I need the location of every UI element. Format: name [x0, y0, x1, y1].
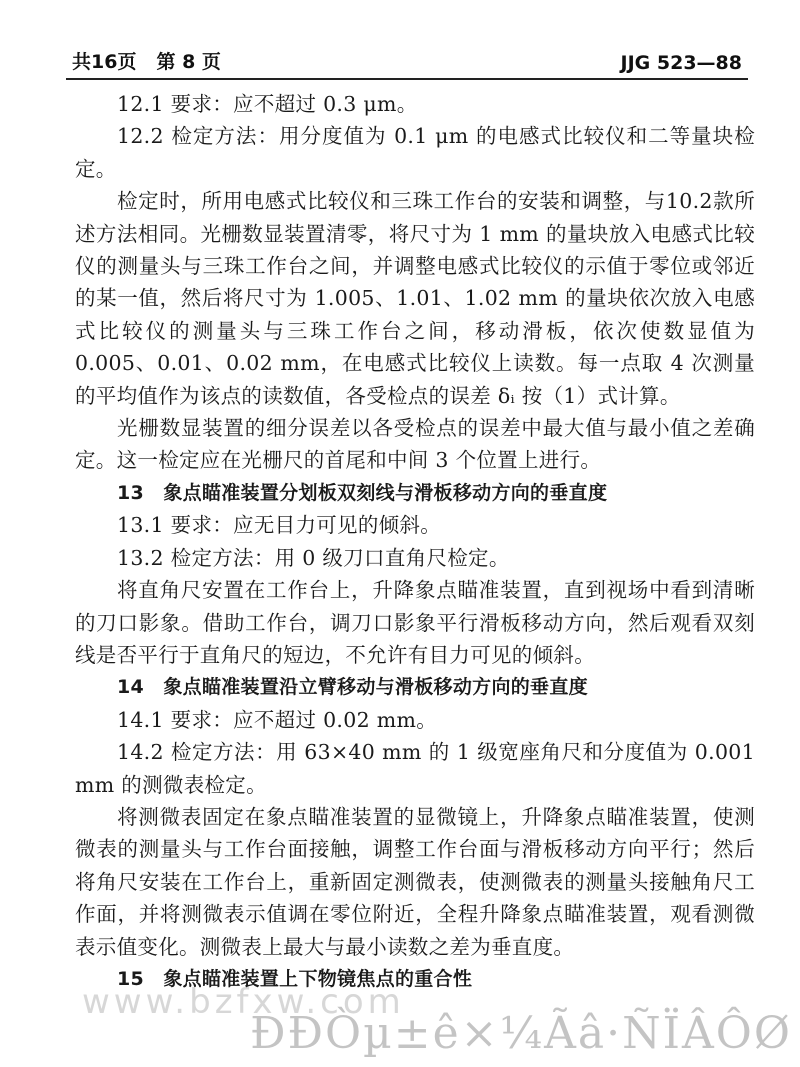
section-heading: 15 象点瞄准装置上下物镜焦点的重合性	[117, 967, 473, 990]
watermark-garbled-text: ÐÐÒµ±ê×¼Ãâ·ÑÏÂÔØ	[250, 1008, 792, 1059]
paragraph: 将直角尺安置在工作台上，升降象点瞄准装置，直到视场中看到清晰的刀口影象。借助工作台，调刀口影象平行滑板移动方向，然后观看双刻线是否平行于直角尺的短边，不允许有目力可见的倾斜。	[75, 578, 755, 667]
watermark-url: www.bzfxw.com	[82, 982, 405, 1022]
paragraph: 14.1 要求：应不超过 0.02 mm。	[117, 707, 438, 732]
paragraph: 12.2 检定方法：用分度值为 0.1 μm 的电感式比较仪和二等量块检定。	[75, 124, 755, 181]
section-heading: 14 象点瞄准装置沿立臂移动与滑板移动方向的垂直度	[117, 676, 588, 699]
paragraph: 13.1 要求：应无目力可见的倾斜。	[117, 513, 442, 538]
header-divider	[66, 78, 748, 80]
paragraph: 光栅数显装置的细分误差以各受检点的误差中最大值与最小值之差确定。这一检定应在光栅尺的首尾和中间 3 个位置上进行。	[75, 416, 755, 473]
paragraph: 检定时，所用电感式比较仪和三珠工作台的安装和调整，与10.2款所述方法相同。光栅数显装置清零，将尺寸为 1 mm 的量块放入电感式比较仪的测量头与三珠工作台之间，并调整电感式比较仪的示值于零位或邻近的某一值，然后将尺寸为 1.005、1.01、1.02 mm 的量块依次放入电感式比较仪的测量头与三珠工作台之间，移动滑板，依次使数显值为 0.005、0.01、0.02 mm，在电感式比较仪上读数。每一点取 4 次测量的平均值作为该点的读数值，各受检点的误差 δᵢ 按（1）式计算。	[75, 189, 755, 408]
paragraph: 13.2 检定方法：用 0 级刀口直角尺检定。	[117, 545, 510, 570]
page-header	[72, 44, 742, 74]
document-body	[75, 88, 755, 995]
page-count: 共16页	[72, 51, 137, 73]
paragraph: 12.1 要求：应不超过 0.3 μm。	[117, 92, 418, 116]
page-number: 第 8 页	[156, 51, 221, 73]
section-heading: 13 象点瞄准装置分划板双刻线与滑板移动方向的垂直度	[117, 481, 608, 504]
paragraph: 将测微表固定在象点瞄准装置的显微镜上，升降象点瞄准装置，使测微表的测量头与工作台面接触，调整工作台面与滑板移动方向平行；然后将角尺安装在工作台上，重新固定测微表，使测微表的测量头接触角尺工作面，并将测微表示值调在零位附近，全程升降象点瞄准装置，观看测微表示值变化。测微表上最大与最小读数之差为垂直度。	[75, 804, 755, 959]
paragraph: 14.2 检定方法：用 63×40 mm 的 1 级宽座角尺和分度值为 0.001 mm 的测微表检定。	[75, 740, 755, 797]
standard-code: JJG 523—88	[620, 52, 742, 74]
